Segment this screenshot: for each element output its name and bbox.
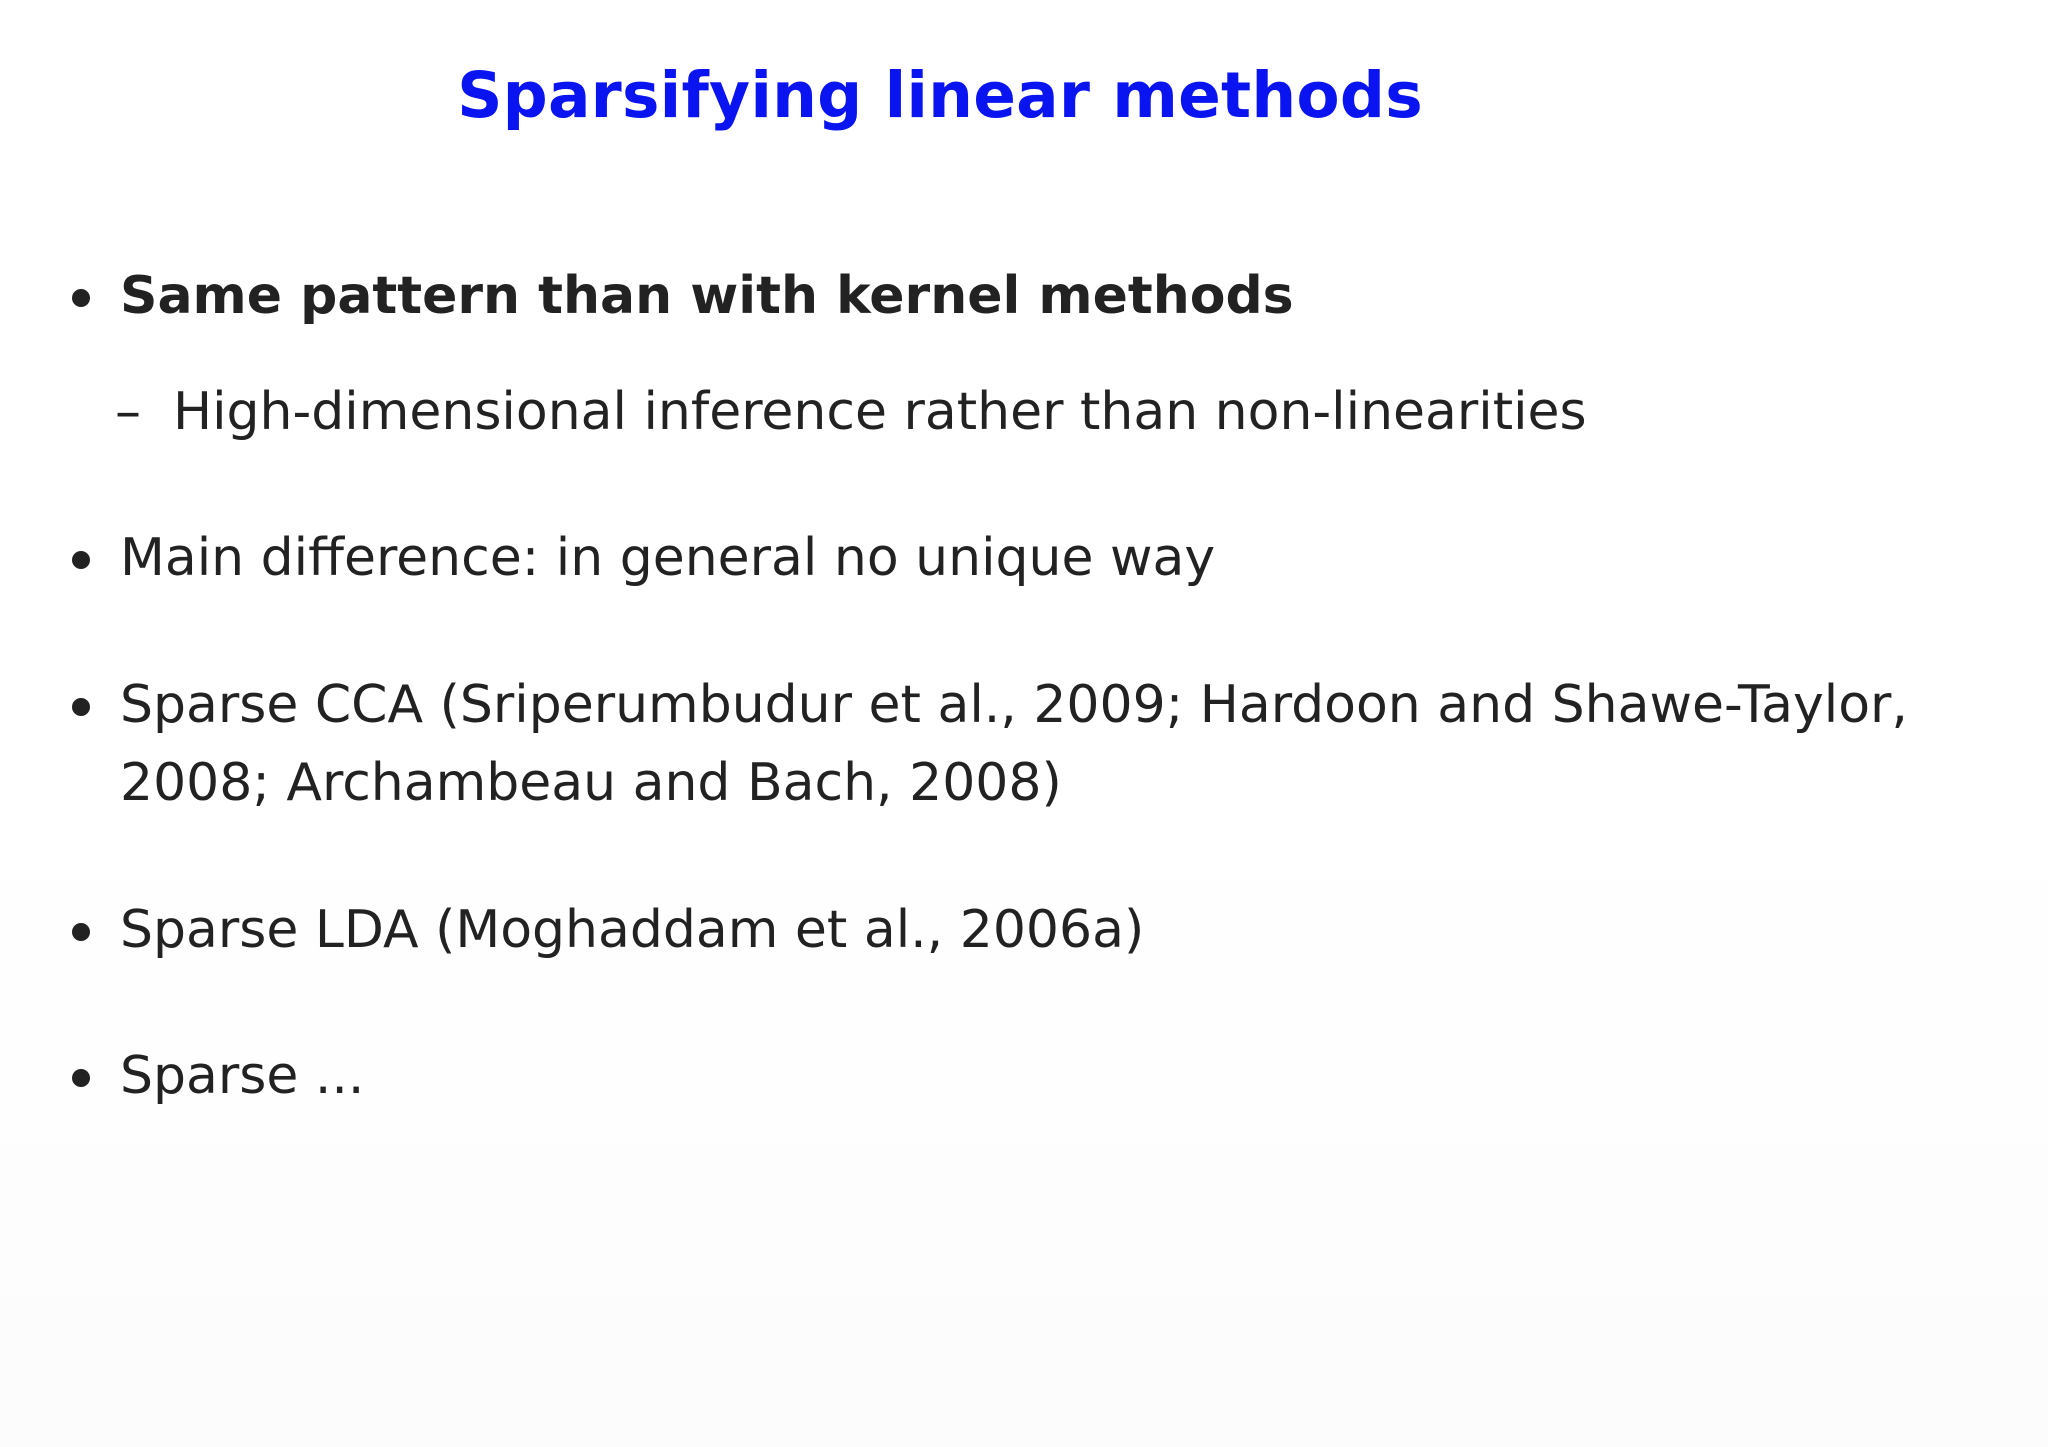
bullet-text: Sparse ... bbox=[120, 1046, 365, 1106]
bullet-dot-icon bbox=[72, 1069, 90, 1087]
sub-bullet-text: High-dimensional inference rather than non-linearities bbox=[173, 382, 1587, 442]
bullet-text-line-1: Sparse CCA (Sriperumbudur et al., 2009; Hardoon and Shawe-Taylor, bbox=[120, 675, 1908, 735]
bullet-dot-icon bbox=[72, 551, 90, 569]
slide-title: Sparsifying linear methods bbox=[457, 59, 1423, 132]
dash-icon: – bbox=[115, 382, 141, 442]
bullet-text: Sparse LDA (Moghaddam et al., 2006a) bbox=[120, 900, 1145, 960]
bullet-dot-icon bbox=[72, 289, 90, 307]
bullet-text: Main difference: in general no unique way bbox=[120, 528, 1216, 588]
bullet-dot-icon bbox=[72, 698, 90, 716]
bullet-dot-icon bbox=[72, 923, 90, 941]
bullet-text-line-2: 2008; Archambeau and Bach, 2008) bbox=[120, 753, 1062, 813]
bullet-text: Same pattern than with kernel methods bbox=[120, 266, 1294, 326]
